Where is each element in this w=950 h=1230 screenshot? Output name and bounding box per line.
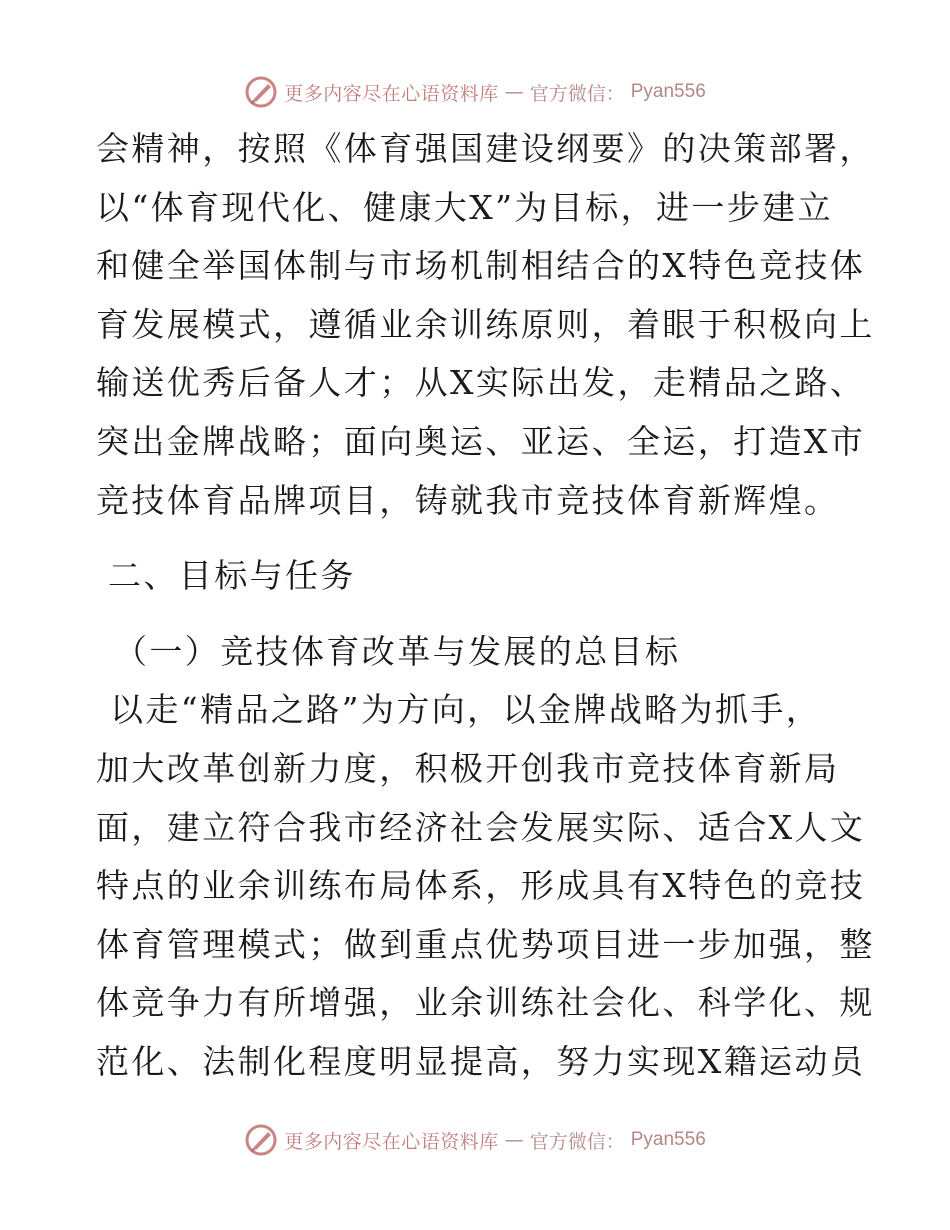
text-line: 范化、法制化程度明显提高，努力实现X籍运动员 bbox=[96, 1041, 866, 1081]
watermark-footer bbox=[0, 1120, 950, 1160]
text-line: 和健全举国体制与市场机制相结合的X特色竞技体 bbox=[96, 246, 866, 286]
watermark-wechat-id: Pyan556 bbox=[630, 1129, 706, 1150]
watermark-brand: 更多内容尽在心语资料库 bbox=[284, 1130, 499, 1153]
text-line: 会精神，按照《体育强国建设纲要》的决策部署， bbox=[96, 129, 875, 168]
text-line: 育发展模式，遵循业余训练原则，着眼于积极向上 bbox=[96, 304, 875, 344]
paragraph-2 bbox=[96, 681, 875, 1091]
text-line: 面，建立符合我市经济社会发展实际、适合X人文 bbox=[96, 807, 866, 847]
text-line: 竞技体育品牌项目，铸就我市竞技体育新辉煌。 bbox=[96, 480, 840, 520]
text-line: 输送优秀后备人才；从X实际出发，走精品之路、 bbox=[96, 363, 866, 403]
text-line: 突出金牌战略；面向奥运、亚运、全运，打造X市 bbox=[96, 421, 866, 461]
text-line: 以走“精品之路”为方向，以金牌战略为抓手， bbox=[110, 690, 822, 730]
subsection-heading: （一）竞技体育改革与发展的总目标 bbox=[114, 631, 681, 671]
document-body bbox=[96, 120, 875, 1092]
watermark-separator: — bbox=[504, 81, 524, 103]
watermark-wechat-id: Pyan556 bbox=[630, 81, 706, 102]
text-line: 加大改革创新力度，积极开创我市竞技体育新局 bbox=[96, 748, 840, 788]
quill-logo-icon bbox=[244, 75, 278, 109]
quill-logo-icon bbox=[244, 1123, 278, 1157]
watermark-brand: 更多内容尽在心语资料库 bbox=[284, 82, 499, 105]
watermark-wechat-label: 官方微信： bbox=[529, 1130, 625, 1153]
section-heading: 二、目标与任务 bbox=[108, 556, 356, 596]
watermark-header bbox=[0, 72, 950, 112]
text-line: 体育管理模式；做到重点优势项目进一步加强，整 bbox=[96, 924, 875, 964]
paragraph-1 bbox=[96, 120, 875, 530]
watermark-separator: — bbox=[504, 1129, 524, 1151]
text-line: 以“体育现代化、健康大X”为目标，进一步建立 bbox=[96, 187, 834, 227]
text-line: 特点的业余训练布局体系，形成具有X特色的竞技 bbox=[96, 866, 866, 906]
watermark-wechat-label: 官方微信： bbox=[529, 82, 625, 105]
text-line: 体竞争力有所增强，业余训练社会化、科学化、规 bbox=[96, 983, 875, 1023]
